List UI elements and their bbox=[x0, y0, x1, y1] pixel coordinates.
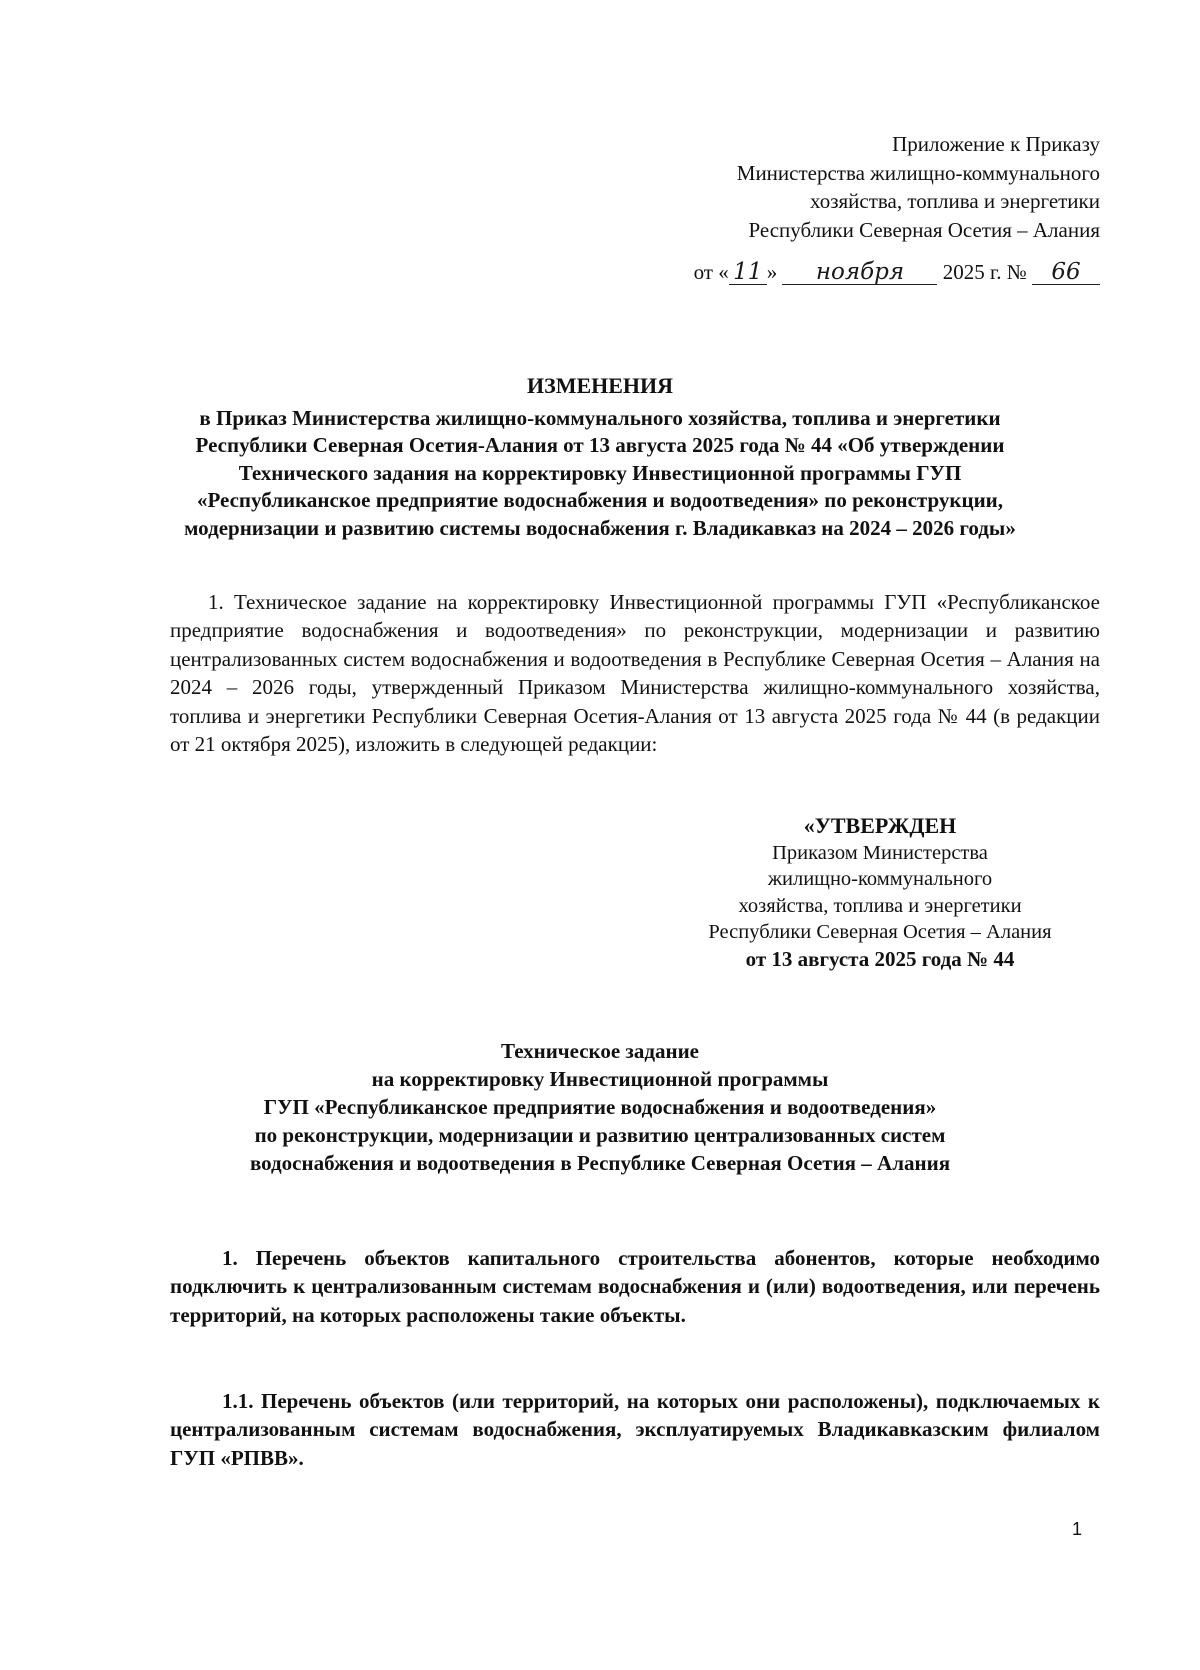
changes-line: Технического задания на корректировку Инвестиционной программы ГУП bbox=[238, 460, 962, 485]
annex-line: Министерства жилищно-коммунального bbox=[736, 160, 1100, 185]
order-prefix: от « bbox=[693, 260, 729, 284]
approved-line: Приказом Министерства bbox=[772, 841, 988, 864]
approved-date: от 13 августа 2025 года № 44 bbox=[745, 946, 1015, 971]
approved-line: хозяйства, топлива и энергетики bbox=[738, 894, 1022, 917]
technical-task-title bbox=[130, 1037, 1070, 1177]
section-1-1: 1.1. Перечень объектов (или территорий, на которых они расположены), подключаемых к централизованным системам водоснабжения, эксплуатируемых Владикавказским филиалом ГУП «РПВВ». bbox=[170, 1389, 1100, 1470]
order-day: 11 bbox=[729, 260, 767, 285]
tz-line: на корректировку Инвестиционной программы bbox=[371, 1067, 829, 1091]
order-year: 2025 г. № bbox=[942, 260, 1027, 284]
tz-line: по реконструкции, модернизации и развитию централизованных систем bbox=[254, 1123, 946, 1147]
order-date-line bbox=[694, 260, 1100, 285]
changes-line: Республики Северная Осетия-Алания от 13 августа 2025 года № 44 «Об утверждении bbox=[195, 433, 1005, 457]
tz-line: Техническое задание bbox=[500, 1039, 700, 1063]
tz-line: ГУП «Республиканское предприятие водоснабжения и водоотведения» bbox=[263, 1095, 937, 1119]
order-number: 66 bbox=[1032, 260, 1100, 285]
approved-title: «УТВЕРЖДЕН bbox=[803, 813, 957, 838]
changes-line: модернизации и развитию системы водоснабжения г. Владикавказ на 2024 – 2026 годы» bbox=[184, 515, 1016, 540]
approved-line: жилищно-коммунального bbox=[767, 868, 993, 890]
approved-line: Республики Северная Осетия – Алания bbox=[708, 921, 1052, 943]
changes-heading: ИЗМЕНЕНИЯ bbox=[526, 373, 674, 398]
changes-line: «Республиканское предприятие водоснабжения и водоотведения» по реконструкции, bbox=[196, 488, 1004, 512]
annex-line: Республики Северная Осетия – Алания bbox=[748, 217, 1100, 242]
changes-line: в Приказ Министерства жилищно-коммунального хозяйства, топлива и энергетики bbox=[199, 405, 1001, 430]
paragraph-1: 1. Техническое задание на корректировку Инвестиционной программы ГУП «Республиканское предприятие водоснабжения и водоотведения» по реконструкции, модернизации и развитию централизованных систем водоснабжения и водоотведения в Республике Северная Осетия – Алания на 2024 – 2026 годы, утвержденный Приказом Министерства жилищно-коммунального хозяйства, топлива и энергетики Республики Северная Осетия-Алания от 13 августа 2025 года № 44 (в редакции от 21 октября 2025), изложить в следующей редакции: bbox=[170, 590, 1100, 757]
changes-title-block bbox=[130, 372, 1070, 542]
section-1: 1. Перечень объектов капитального строительства абонентов, которые необходимо подключить к централизованным системам водоснабжения и (или) водоотведения, или перечень территорий, на которых расположены такие объекты. bbox=[170, 1246, 1100, 1327]
annex-header bbox=[580, 130, 1100, 244]
approved-stamp-block bbox=[690, 813, 1070, 972]
order-mid: » bbox=[766, 260, 778, 284]
order-month: ноября bbox=[782, 260, 937, 285]
annex-line: Приложение к Приказу bbox=[892, 132, 1100, 156]
page-number: 1 bbox=[1072, 1519, 1083, 1539]
tz-line: водоснабжения и водоотведения в Республике Северная Осетия – Алания bbox=[249, 1151, 951, 1175]
annex-line: хозяйства, топлива и энергетики bbox=[810, 189, 1100, 213]
